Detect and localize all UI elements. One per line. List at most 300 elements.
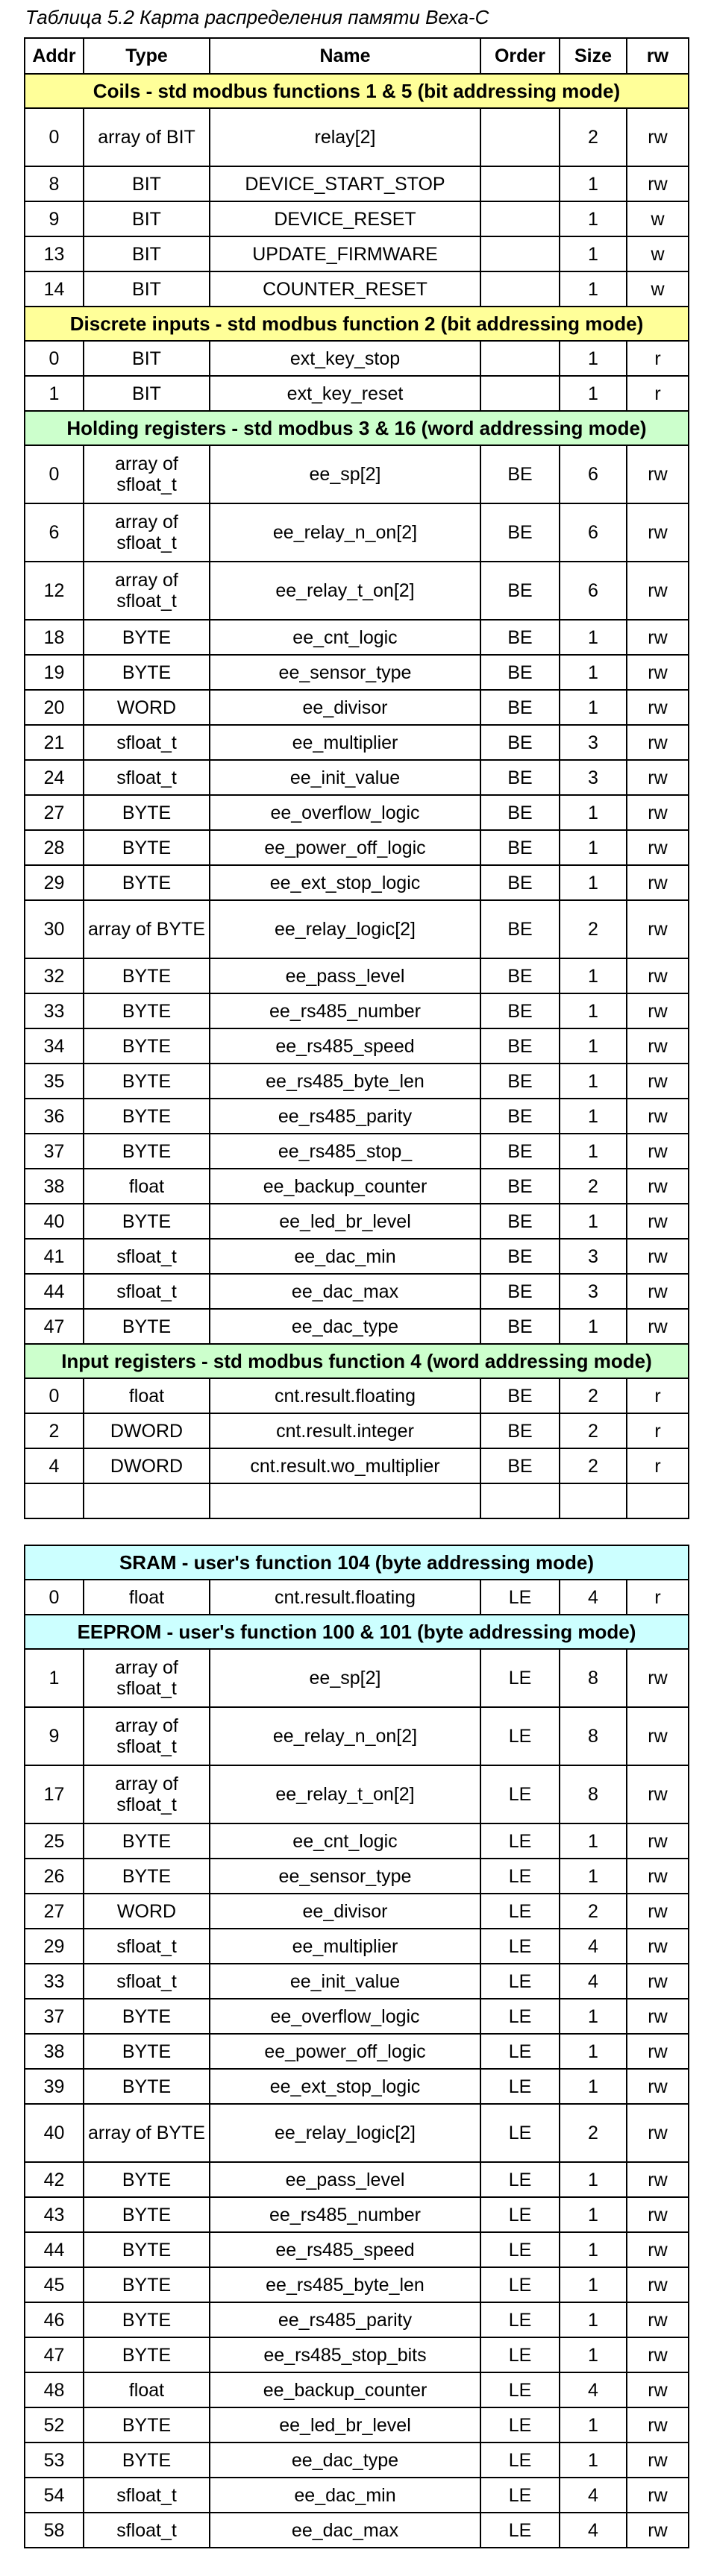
memory-map-table: [24, 37, 689, 2548]
cell-name: cnt.result.wo_multiplier: [210, 1448, 480, 1483]
cell-rw: rw: [627, 108, 689, 166]
cell-rw: rw: [627, 1894, 689, 1929]
cell-rw: rw: [627, 1064, 689, 1099]
cell-addr: 37: [25, 1999, 84, 2034]
cell-addr: 44: [25, 2232, 84, 2267]
cell-addr: 9: [25, 201, 84, 236]
cell-rw: rw: [627, 760, 689, 795]
table-row: [25, 993, 689, 1028]
table-header-row: [25, 38, 689, 74]
cell-addr: 2: [25, 1413, 84, 1448]
cell-type: sfloat_t: [84, 1964, 210, 1999]
cell-type: sfloat_t: [84, 1274, 210, 1309]
cell-size: 6: [560, 562, 627, 620]
cell-addr: 36: [25, 1099, 84, 1134]
cell-size: 8: [560, 1765, 627, 1823]
cell-size: 1: [560, 993, 627, 1028]
cell-type: float: [84, 1169, 210, 1204]
cell-type: BYTE: [84, 1823, 210, 1859]
cell-addr: 28: [25, 830, 84, 865]
cell-size: 1: [560, 655, 627, 690]
cell-order: LE: [480, 2302, 560, 2337]
cell-type: BYTE: [84, 2337, 210, 2372]
cell-order: BE: [480, 620, 560, 655]
cell-size: 2: [560, 900, 627, 958]
cell-rw: rw: [627, 2478, 689, 2513]
cell-addr: 0: [25, 445, 84, 503]
cell-type: BYTE: [84, 620, 210, 655]
section-header-row: [25, 1545, 689, 1580]
table-row: [25, 865, 689, 900]
cell-rw: rw: [627, 1169, 689, 1204]
cell-size: 6: [560, 503, 627, 562]
table-row: [25, 1064, 689, 1099]
cell-type: array of sfloat_t: [84, 503, 210, 562]
cell-name: ee_sp[2]: [210, 445, 480, 503]
cell-rw: rw: [627, 2443, 689, 2478]
cell-size: 4: [560, 2478, 627, 2513]
table-row: [25, 166, 689, 201]
cell-rw: w: [627, 201, 689, 236]
cell-size: 1: [560, 1099, 627, 1134]
cell-type: BYTE: [84, 2407, 210, 2443]
cell-order: BE: [480, 1064, 560, 1099]
cell-rw: rw: [627, 166, 689, 201]
cell-order: [480, 108, 560, 166]
cell-size: 3: [560, 1239, 627, 1274]
cell-order: BE: [480, 562, 560, 620]
cell-size: 1: [560, 1823, 627, 1859]
table-row: [25, 376, 689, 411]
table-row: [25, 1649, 689, 1707]
cell-order: LE: [480, 1649, 560, 1707]
table-row: [25, 1134, 689, 1169]
cell-size: 1: [560, 341, 627, 376]
cell-size: 2: [560, 1413, 627, 1448]
cell-addr: 47: [25, 1309, 84, 1344]
cell-order: LE: [480, 2267, 560, 2302]
section-title: Discrete inputs - std modbus function 2 (bit addressing mode): [25, 307, 689, 341]
cell-addr: 24: [25, 760, 84, 795]
cell-type: BYTE: [84, 1204, 210, 1239]
cell-name: ee_relay_t_on[2]: [210, 1765, 480, 1823]
table-row: [25, 830, 689, 865]
cell-type: BYTE: [84, 1099, 210, 1134]
cell-rw: w: [627, 236, 689, 271]
cell-addr: 46: [25, 2302, 84, 2337]
cell-rw: rw: [627, 2197, 689, 2232]
table-row: [25, 2069, 689, 2104]
table-row: [25, 1378, 689, 1413]
cell-order: [480, 271, 560, 307]
cell-name: ee_sensor_type: [210, 1859, 480, 1894]
cell-size: 1: [560, 2162, 627, 2197]
cell-rw: rw: [627, 690, 689, 725]
cell-name: ee_rs485_number: [210, 2197, 480, 2232]
cell-addr: 9: [25, 1707, 84, 1765]
cell-type: sfloat_t: [84, 2478, 210, 2513]
cell-rw: rw: [627, 1964, 689, 1999]
cell-rw: rw: [627, 2302, 689, 2337]
cell-type: BYTE: [84, 1859, 210, 1894]
cell-size: 2: [560, 1894, 627, 1929]
cell-addr: 43: [25, 2197, 84, 2232]
cell-type: BYTE: [84, 865, 210, 900]
cell-type: array of BYTE: [84, 2104, 210, 2162]
cell-addr: 37: [25, 1134, 84, 1169]
cell-order: LE: [480, 2069, 560, 2104]
cell-name: ee_dac_type: [210, 2443, 480, 2478]
cell-rw: rw: [627, 2372, 689, 2407]
cell-rw: w: [627, 271, 689, 307]
cell-type: BYTE: [84, 2232, 210, 2267]
cell-rw: rw: [627, 620, 689, 655]
table-row: [25, 655, 689, 690]
table-row: [25, 2232, 689, 2267]
cell-size: 2: [560, 2104, 627, 2162]
cell-type: BYTE: [84, 2034, 210, 2069]
table-body: [25, 74, 689, 2548]
cell-addr: 58: [25, 2513, 84, 2548]
cell-addr: 19: [25, 655, 84, 690]
cell-rw: rw: [627, 2069, 689, 2104]
cell-size: 1: [560, 1134, 627, 1169]
cell-order: LE: [480, 1765, 560, 1823]
cell-rw: rw: [627, 562, 689, 620]
cell-size: 8: [560, 1707, 627, 1765]
cell-order: LE: [480, 2232, 560, 2267]
cell-size: 4: [560, 1929, 627, 1964]
table-row: [25, 562, 689, 620]
cell-order: LE: [480, 1894, 560, 1929]
cell-name: COUNTER_RESET: [210, 271, 480, 307]
cell-addr: 27: [25, 1894, 84, 1929]
cell-addr: 54: [25, 2478, 84, 2513]
cell-order: LE: [480, 2513, 560, 2548]
table-row: [25, 2302, 689, 2337]
cell-rw: rw: [627, 655, 689, 690]
cell-name: [210, 1483, 480, 1518]
cell-order: LE: [480, 1929, 560, 1964]
cell-size: 1: [560, 830, 627, 865]
table-row: [25, 725, 689, 760]
cell-rw: rw: [627, 993, 689, 1028]
cell-type: WORD: [84, 1894, 210, 1929]
cell-order: LE: [480, 1707, 560, 1765]
cell-type: BYTE: [84, 2162, 210, 2197]
cell-addr: 18: [25, 620, 84, 655]
table-row: [25, 341, 689, 376]
cell-rw: rw: [627, 2513, 689, 2548]
cell-name: ee_led_br_level: [210, 2407, 480, 2443]
table-row: [25, 1274, 689, 1309]
cell-rw: rw: [627, 1859, 689, 1894]
cell-addr: 29: [25, 1929, 84, 1964]
cell-type: array of sfloat_t: [84, 562, 210, 620]
cell-name: ee_multiplier: [210, 1929, 480, 1964]
cell-type: BYTE: [84, 1999, 210, 2034]
cell-addr: 53: [25, 2443, 84, 2478]
cell-name: DEVICE_START_STOP: [210, 166, 480, 201]
cell-name: ee_multiplier: [210, 725, 480, 760]
cell-size: 4: [560, 1580, 627, 1615]
cell-order: BE: [480, 958, 560, 993]
cell-addr: 0: [25, 1378, 84, 1413]
table-row: [25, 1859, 689, 1894]
cell-addr: 29: [25, 865, 84, 900]
cell-type: BYTE: [84, 655, 210, 690]
table-row: [25, 201, 689, 236]
table-row: [25, 1894, 689, 1929]
cell-name: ee_relay_n_on[2]: [210, 1707, 480, 1765]
table-row: [25, 2513, 689, 2548]
cell-name: ee_ext_stop_logic: [210, 2069, 480, 2104]
cell-name: cnt.result.floating: [210, 1580, 480, 1615]
table-row: [25, 1204, 689, 1239]
cell-rw: rw: [627, 900, 689, 958]
header-addr: Addr: [25, 38, 84, 74]
cell-order: LE: [480, 2197, 560, 2232]
cell-name: ee_led_br_level: [210, 1204, 480, 1239]
cell-addr: 34: [25, 1028, 84, 1064]
cell-type: BYTE: [84, 2302, 210, 2337]
cell-type: [84, 1483, 210, 1518]
cell-type: BIT: [84, 271, 210, 307]
cell-size: 1: [560, 2232, 627, 2267]
cell-type: BIT: [84, 341, 210, 376]
cell-rw: r: [627, 1378, 689, 1413]
cell-order: BE: [480, 1134, 560, 1169]
cell-type: BYTE: [84, 1028, 210, 1064]
cell-rw: rw: [627, 1999, 689, 2034]
table-row: [25, 236, 689, 271]
cell-type: sfloat_t: [84, 2513, 210, 2548]
cell-order: BE: [480, 1378, 560, 1413]
section-header-row: [25, 411, 689, 445]
table-row: [25, 1099, 689, 1134]
cell-name: ee_backup_counter: [210, 2372, 480, 2407]
cell-rw: rw: [627, 1204, 689, 1239]
header-rw: rw: [627, 38, 689, 74]
cell-rw: rw: [627, 2232, 689, 2267]
cell-rw: rw: [627, 445, 689, 503]
cell-addr: 26: [25, 1859, 84, 1894]
table-row: [25, 1929, 689, 1964]
cell-type: BYTE: [84, 993, 210, 1028]
cell-size: 2: [560, 108, 627, 166]
cell-addr: 8: [25, 166, 84, 201]
cell-rw: r: [627, 1580, 689, 1615]
cell-addr: 48: [25, 2372, 84, 2407]
cell-rw: rw: [627, 795, 689, 830]
cell-addr: 0: [25, 1580, 84, 1615]
cell-name: ee_relay_logic[2]: [210, 2104, 480, 2162]
cell-order: BE: [480, 760, 560, 795]
cell-name: ee_sp[2]: [210, 1649, 480, 1707]
cell-name: ee_init_value: [210, 1964, 480, 1999]
cell-size: 1: [560, 958, 627, 993]
cell-name: ee_relay_logic[2]: [210, 900, 480, 958]
cell-order: LE: [480, 1964, 560, 1999]
cell-type: WORD: [84, 690, 210, 725]
cell-addr: 21: [25, 725, 84, 760]
cell-size: 3: [560, 760, 627, 795]
table-row: [25, 1765, 689, 1823]
cell-name: ee_rs485_speed: [210, 1028, 480, 1064]
table-row: [25, 1169, 689, 1204]
cell-rw: rw: [627, 1707, 689, 1765]
cell-addr: 44: [25, 1274, 84, 1309]
cell-type: DWORD: [84, 1413, 210, 1448]
cell-type: array of sfloat_t: [84, 1707, 210, 1765]
cell-type: float: [84, 1580, 210, 1615]
table-row: [25, 795, 689, 830]
table-row: [25, 620, 689, 655]
cell-addr: [25, 1483, 84, 1518]
cell-addr: 38: [25, 1169, 84, 1204]
cell-rw: rw: [627, 1239, 689, 1274]
cell-addr: 1: [25, 1649, 84, 1707]
cell-name: ee_rs485_stop_bits: [210, 2337, 480, 2372]
table-row: [25, 2034, 689, 2069]
cell-type: BIT: [84, 201, 210, 236]
cell-size: 1: [560, 201, 627, 236]
cell-type: array of sfloat_t: [84, 1649, 210, 1707]
cell-size: 1: [560, 2302, 627, 2337]
section-header-row: [25, 74, 689, 108]
cell-name: ee_overflow_logic: [210, 795, 480, 830]
table-caption: Таблица 5.2 Карта распределения памяти Веха-С: [25, 6, 489, 28]
cell-rw: rw: [627, 2267, 689, 2302]
section-header-row: [25, 307, 689, 341]
cell-name: ee_cnt_logic: [210, 1823, 480, 1859]
cell-order: LE: [480, 1580, 560, 1615]
cell-addr: 20: [25, 690, 84, 725]
cell-addr: 35: [25, 1064, 84, 1099]
cell-size: 4: [560, 1964, 627, 1999]
cell-order: BE: [480, 1309, 560, 1344]
cell-rw: r: [627, 1448, 689, 1483]
empty-row: [25, 1483, 689, 1518]
cell-rw: rw: [627, 725, 689, 760]
header-order: Order: [480, 38, 560, 74]
cell-type: DWORD: [84, 1448, 210, 1483]
cell-type: BYTE: [84, 795, 210, 830]
cell-order: BE: [480, 993, 560, 1028]
cell-name: ext_key_reset: [210, 376, 480, 411]
cell-rw: rw: [627, 830, 689, 865]
cell-size: 1: [560, 2267, 627, 2302]
cell-size: 1: [560, 620, 627, 655]
cell-size: 4: [560, 2372, 627, 2407]
cell-size: 4: [560, 2513, 627, 2548]
cell-order: BE: [480, 865, 560, 900]
cell-size: 1: [560, 2034, 627, 2069]
cell-name: ee_overflow_logic: [210, 1999, 480, 2034]
table-row: [25, 958, 689, 993]
table-row: [25, 1028, 689, 1064]
section-header-row: [25, 1344, 689, 1378]
cell-order: [480, 166, 560, 201]
cell-name: ee_init_value: [210, 760, 480, 795]
cell-type: sfloat_t: [84, 760, 210, 795]
cell-order: LE: [480, 2162, 560, 2197]
cell-addr: 38: [25, 2034, 84, 2069]
cell-addr: 45: [25, 2267, 84, 2302]
cell-name: ee_rs485_byte_len: [210, 2267, 480, 2302]
table-row: [25, 1239, 689, 1274]
cell-type: BYTE: [84, 1309, 210, 1344]
table-row: [25, 1999, 689, 2034]
cell-name: ee_rs485_parity: [210, 1099, 480, 1134]
section-title: Coils - std modbus functions 1 & 5 (bit addressing mode): [25, 74, 689, 108]
cell-order: BE: [480, 1169, 560, 1204]
cell-name: ee_dac_min: [210, 1239, 480, 1274]
cell-size: 2: [560, 1448, 627, 1483]
table-row: [25, 690, 689, 725]
cell-name: ee_dac_max: [210, 1274, 480, 1309]
cell-type: float: [84, 2372, 210, 2407]
cell-type: BYTE: [84, 958, 210, 993]
spacer-cell: [25, 1518, 689, 1545]
cell-name: DEVICE_RESET: [210, 201, 480, 236]
cell-type: BIT: [84, 376, 210, 411]
cell-type: float: [84, 1378, 210, 1413]
cell-size: 3: [560, 1274, 627, 1309]
cell-type: BIT: [84, 236, 210, 271]
cell-addr: 30: [25, 900, 84, 958]
section-title: SRAM - user's function 104 (byte addressing mode): [25, 1545, 689, 1580]
table-row: [25, 503, 689, 562]
cell-addr: 17: [25, 1765, 84, 1823]
cell-order: [480, 201, 560, 236]
cell-size: 6: [560, 445, 627, 503]
cell-order: LE: [480, 2034, 560, 2069]
cell-size: 1: [560, 1064, 627, 1099]
cell-name: ee_dac_min: [210, 2478, 480, 2513]
cell-order: LE: [480, 1999, 560, 2034]
cell-rw: rw: [627, 1099, 689, 1134]
cell-addr: 4: [25, 1448, 84, 1483]
cell-rw: rw: [627, 1765, 689, 1823]
cell-order: [480, 341, 560, 376]
header-type: Type: [84, 38, 210, 74]
cell-order: BE: [480, 445, 560, 503]
table-row: [25, 2443, 689, 2478]
cell-order: BE: [480, 1239, 560, 1274]
cell-name: ee_dac_max: [210, 2513, 480, 2548]
cell-order: LE: [480, 2337, 560, 2372]
cell-size: 1: [560, 376, 627, 411]
cell-addr: 32: [25, 958, 84, 993]
cell-name: UPDATE_FIRMWARE: [210, 236, 480, 271]
cell-addr: 47: [25, 2337, 84, 2372]
table-row: [25, 2162, 689, 2197]
cell-order: LE: [480, 2407, 560, 2443]
cell-name: ee_relay_n_on[2]: [210, 503, 480, 562]
cell-type: BYTE: [84, 1134, 210, 1169]
cell-addr: 6: [25, 503, 84, 562]
cell-size: 1: [560, 271, 627, 307]
cell-order: BE: [480, 900, 560, 958]
cell-type: sfloat_t: [84, 725, 210, 760]
cell-rw: rw: [627, 1274, 689, 1309]
cell-rw: rw: [627, 1309, 689, 1344]
table-row: [25, 1448, 689, 1483]
cell-order: BE: [480, 830, 560, 865]
cell-rw: rw: [627, 1929, 689, 1964]
cell-type: array of BYTE: [84, 900, 210, 958]
